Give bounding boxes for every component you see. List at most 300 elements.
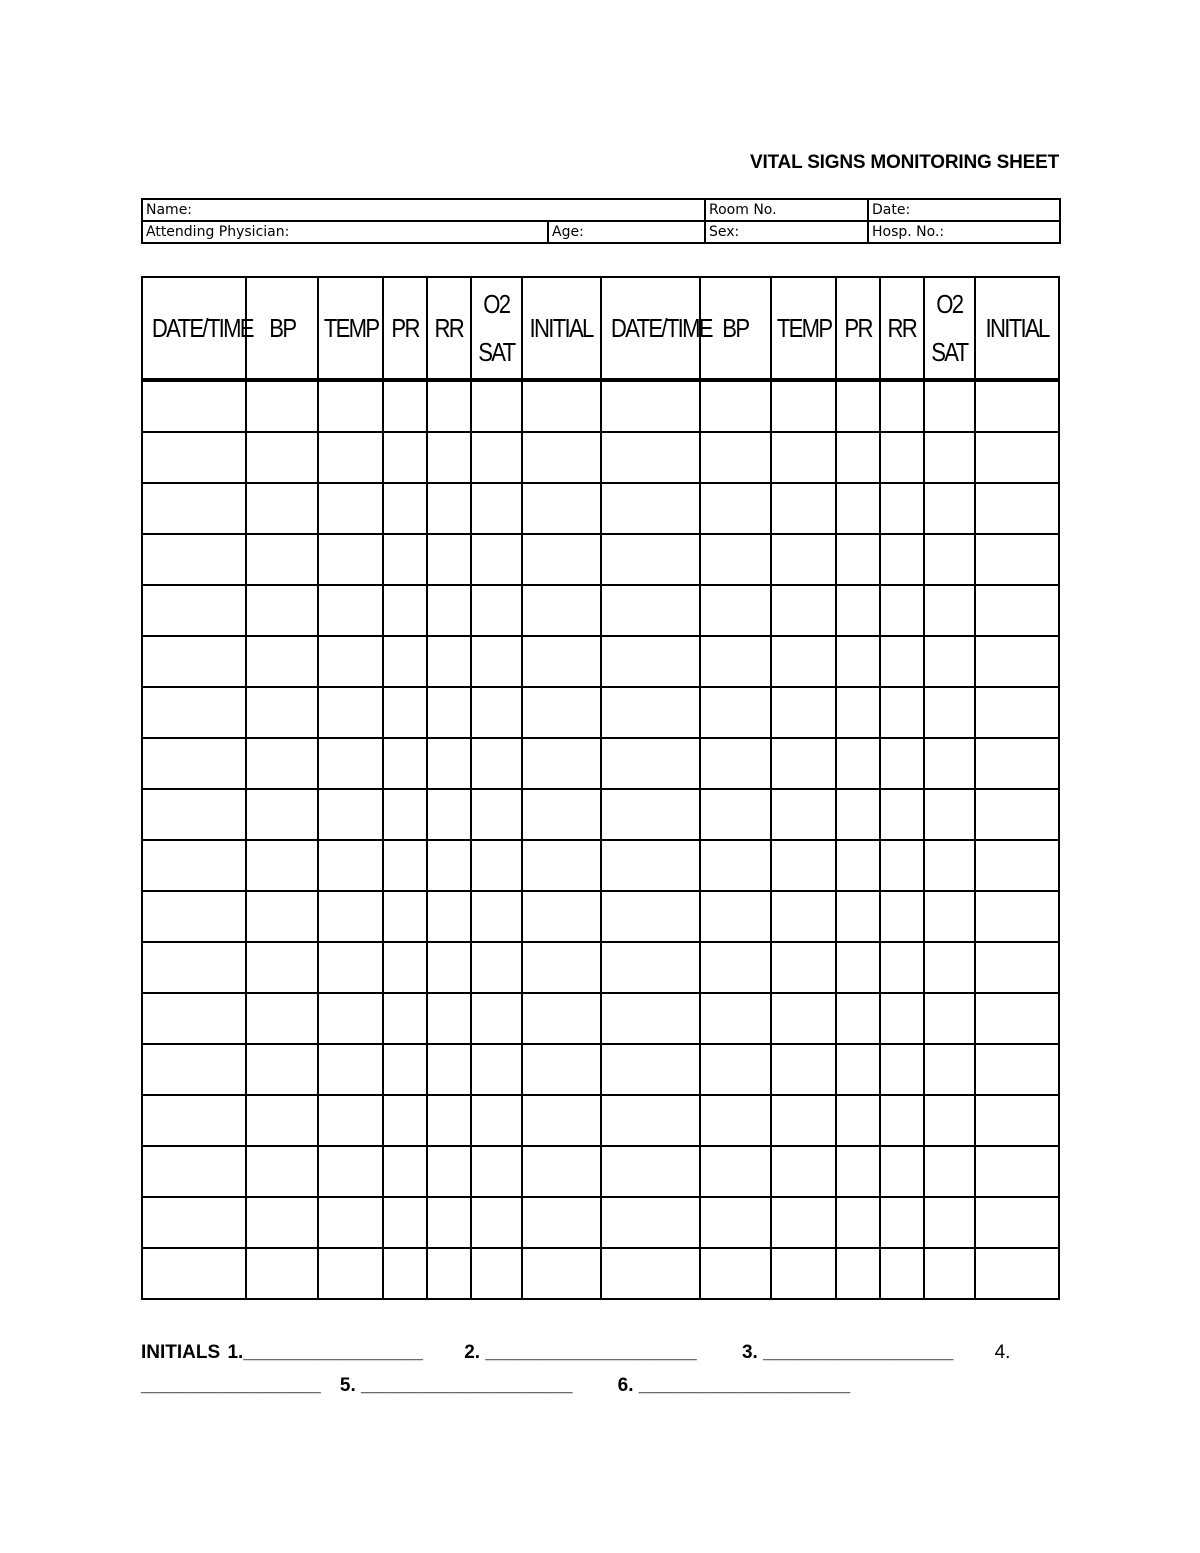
table-cell[interactable] <box>836 942 880 993</box>
table-cell[interactable] <box>246 687 318 738</box>
table-cell[interactable] <box>522 1146 601 1197</box>
table-cell[interactable] <box>383 1095 427 1146</box>
table-cell[interactable] <box>522 738 601 789</box>
table-cell[interactable] <box>318 585 383 636</box>
table-cell[interactable] <box>383 840 427 891</box>
table-cell[interactable] <box>471 1044 522 1095</box>
table-cell[interactable] <box>880 636 924 687</box>
table-cell[interactable] <box>924 738 975 789</box>
table-cell[interactable] <box>771 891 836 942</box>
table-cell[interactable] <box>142 942 246 993</box>
table-cell[interactable] <box>471 738 522 789</box>
table-cell[interactable] <box>471 840 522 891</box>
table-cell[interactable] <box>771 687 836 738</box>
table-cell[interactable] <box>427 636 471 687</box>
table-cell[interactable] <box>700 687 771 738</box>
table-row <box>142 993 1059 1044</box>
table-cell[interactable] <box>836 1248 880 1299</box>
table-cell[interactable] <box>836 585 880 636</box>
table-cell[interactable] <box>318 687 383 738</box>
table-cell[interactable] <box>522 636 601 687</box>
table-cell[interactable] <box>471 789 522 840</box>
table-cell[interactable] <box>427 993 471 1044</box>
table-cell[interactable] <box>318 636 383 687</box>
table-row <box>142 534 1059 585</box>
table-cell[interactable] <box>383 789 427 840</box>
table-cell[interactable] <box>771 1197 836 1248</box>
table-cell[interactable] <box>471 891 522 942</box>
table-cell[interactable] <box>318 1146 383 1197</box>
table-row <box>142 891 1059 942</box>
table-cell[interactable] <box>975 1044 1059 1095</box>
col-header-initial: INITIAL <box>522 277 601 380</box>
table-cell[interactable] <box>318 1095 383 1146</box>
sex-field[interactable]: Sex: <box>705 221 868 243</box>
table-cell[interactable] <box>975 483 1059 534</box>
table-cell[interactable] <box>427 432 471 483</box>
table-row <box>142 380 1059 432</box>
table-row <box>142 789 1059 840</box>
table-cell[interactable] <box>522 1248 601 1299</box>
table-cell[interactable] <box>880 1248 924 1299</box>
table-cell[interactable] <box>471 380 522 432</box>
table-cell[interactable] <box>975 738 1059 789</box>
table-cell[interactable] <box>471 687 522 738</box>
table-cell[interactable] <box>836 738 880 789</box>
table-cell[interactable] <box>880 789 924 840</box>
table-cell[interactable] <box>836 891 880 942</box>
table-cell[interactable] <box>383 1197 427 1248</box>
table-cell[interactable] <box>601 738 700 789</box>
table-cell[interactable] <box>601 891 700 942</box>
table-cell[interactable] <box>836 687 880 738</box>
table-cell[interactable] <box>771 993 836 1044</box>
table-cell[interactable] <box>975 1095 1059 1146</box>
table-cell[interactable] <box>880 687 924 738</box>
table-row <box>142 483 1059 534</box>
initials-line-4-label: 4. <box>994 1342 1011 1363</box>
table-cell[interactable] <box>246 432 318 483</box>
table-cell[interactable] <box>383 585 427 636</box>
table-cell[interactable] <box>142 840 246 891</box>
table-cell[interactable] <box>142 1095 246 1146</box>
table-cell[interactable] <box>771 636 836 687</box>
table-cell[interactable] <box>427 687 471 738</box>
table-cell[interactable] <box>601 1095 700 1146</box>
table-cell[interactable] <box>427 891 471 942</box>
table-cell[interactable] <box>924 1197 975 1248</box>
initials-section <box>141 1336 1041 1402</box>
table-cell[interactable] <box>522 1095 601 1146</box>
table-cell[interactable] <box>318 942 383 993</box>
table-cell[interactable] <box>975 1146 1059 1197</box>
table-cell[interactable] <box>700 483 771 534</box>
table-cell[interactable] <box>471 1095 522 1146</box>
table-cell[interactable] <box>427 840 471 891</box>
table-cell[interactable] <box>471 1197 522 1248</box>
table-cell[interactable] <box>836 1146 880 1197</box>
table-cell[interactable] <box>880 840 924 891</box>
table-cell[interactable] <box>771 483 836 534</box>
table-cell[interactable] <box>383 534 427 585</box>
vital-signs-table <box>141 276 1060 1300</box>
table-cell[interactable] <box>880 1044 924 1095</box>
table-cell[interactable] <box>142 585 246 636</box>
col-header-o2-sat-2: O2 SAT <box>924 277 975 380</box>
col-header-temp-2: TEMP <box>771 277 836 380</box>
table-cell[interactable] <box>771 585 836 636</box>
table-cell[interactable] <box>700 993 771 1044</box>
col-header-bp-2: BP <box>700 277 771 380</box>
table-cell[interactable] <box>522 687 601 738</box>
table-row <box>142 1197 1059 1248</box>
table-cell[interactable] <box>771 738 836 789</box>
table-cell[interactable] <box>522 993 601 1044</box>
table-cell[interactable] <box>975 993 1059 1044</box>
table-row <box>142 636 1059 687</box>
table-cell[interactable] <box>924 432 975 483</box>
table-cell[interactable] <box>924 687 975 738</box>
table-cell[interactable] <box>427 1095 471 1146</box>
table-cell[interactable] <box>975 942 1059 993</box>
table-cell[interactable] <box>771 1095 836 1146</box>
table-cell[interactable] <box>246 636 318 687</box>
col-header-rr: RR <box>427 277 471 380</box>
table-cell[interactable] <box>246 993 318 1044</box>
table-cell[interactable] <box>975 1248 1059 1299</box>
table-cell[interactable] <box>246 1146 318 1197</box>
table-cell[interactable] <box>700 1044 771 1095</box>
table-cell[interactable] <box>924 483 975 534</box>
table-cell[interactable] <box>601 1044 700 1095</box>
table-cell[interactable] <box>700 380 771 432</box>
table-cell[interactable] <box>427 1248 471 1299</box>
table-row <box>142 1095 1059 1146</box>
table-cell[interactable] <box>601 993 700 1044</box>
table-cell[interactable] <box>601 432 700 483</box>
table-cell[interactable] <box>246 789 318 840</box>
table-cell[interactable] <box>246 1248 318 1299</box>
table-cell[interactable] <box>700 432 771 483</box>
table-cell[interactable] <box>427 789 471 840</box>
table-cell[interactable] <box>924 380 975 432</box>
table-cell[interactable] <box>318 993 383 1044</box>
initials-line-2[interactable]: 2. ____________________ <box>464 1342 697 1363</box>
table-cell[interactable] <box>142 534 246 585</box>
table-cell[interactable] <box>601 942 700 993</box>
table-cell[interactable] <box>383 636 427 687</box>
table-cell[interactable] <box>601 380 700 432</box>
table-cell[interactable] <box>880 380 924 432</box>
table-cell[interactable] <box>601 585 700 636</box>
table-cell[interactable] <box>522 534 601 585</box>
table-cell[interactable] <box>700 1197 771 1248</box>
table-cell[interactable] <box>522 840 601 891</box>
table-cell[interactable] <box>246 380 318 432</box>
table-cell[interactable] <box>383 1248 427 1299</box>
table-cell[interactable] <box>771 1248 836 1299</box>
table-cell[interactable] <box>246 1197 318 1248</box>
table-cell[interactable] <box>975 380 1059 432</box>
table-cell[interactable] <box>975 636 1059 687</box>
col-header-bp: BP <box>246 277 318 380</box>
table-cell[interactable] <box>880 534 924 585</box>
table-cell[interactable] <box>700 1248 771 1299</box>
table-cell[interactable] <box>383 993 427 1044</box>
table-cell[interactable] <box>383 432 427 483</box>
table-cell[interactable] <box>246 1044 318 1095</box>
table-cell[interactable] <box>880 432 924 483</box>
table-cell[interactable] <box>601 1146 700 1197</box>
table-cell[interactable] <box>880 891 924 942</box>
table-cell[interactable] <box>318 840 383 891</box>
table-cell[interactable] <box>383 380 427 432</box>
table-cell[interactable] <box>924 636 975 687</box>
table-cell[interactable] <box>700 585 771 636</box>
initials-line-5[interactable]: 5. ____________________ <box>339 1375 573 1396</box>
table-cell[interactable] <box>142 687 246 738</box>
table-row <box>142 1044 1059 1095</box>
table-cell[interactable] <box>880 993 924 1044</box>
table-cell[interactable] <box>246 840 318 891</box>
table-cell[interactable] <box>880 585 924 636</box>
table-cell[interactable] <box>522 891 601 942</box>
table-cell[interactable] <box>836 1197 880 1248</box>
table-cell[interactable] <box>601 687 700 738</box>
table-cell[interactable] <box>880 738 924 789</box>
table-cell[interactable] <box>836 1095 880 1146</box>
table-cell[interactable] <box>427 1197 471 1248</box>
table-cell[interactable] <box>318 891 383 942</box>
table-cell[interactable] <box>700 1146 771 1197</box>
table-cell[interactable] <box>471 636 522 687</box>
table-cell[interactable] <box>522 942 601 993</box>
table-cell[interactable] <box>700 840 771 891</box>
table-cell[interactable] <box>601 789 700 840</box>
table-row <box>142 840 1059 891</box>
col-header-date-time: DATE/TIME <box>142 277 246 380</box>
table-cell[interactable] <box>142 1248 246 1299</box>
table-cell[interactable] <box>700 1095 771 1146</box>
table-cell[interactable] <box>471 1146 522 1197</box>
table-cell[interactable] <box>471 534 522 585</box>
col-header-pr-2: PR <box>836 277 880 380</box>
table-cell[interactable] <box>924 1044 975 1095</box>
date-field[interactable]: Date: <box>868 199 1060 221</box>
table-cell[interactable] <box>601 534 700 585</box>
table-cell[interactable] <box>427 1044 471 1095</box>
table-cell[interactable] <box>246 585 318 636</box>
table-cell[interactable] <box>975 789 1059 840</box>
table-cell[interactable] <box>383 942 427 993</box>
table-cell[interactable] <box>601 1248 700 1299</box>
table-cell[interactable] <box>975 840 1059 891</box>
table-cell[interactable] <box>836 483 880 534</box>
table-cell[interactable] <box>924 891 975 942</box>
table-cell[interactable] <box>924 585 975 636</box>
table-cell[interactable] <box>522 380 601 432</box>
age-field[interactable]: Age: <box>548 221 705 243</box>
table-cell[interactable] <box>975 534 1059 585</box>
table-cell[interactable] <box>880 483 924 534</box>
table-cell[interactable] <box>471 483 522 534</box>
table-cell[interactable] <box>771 789 836 840</box>
table-cell[interactable] <box>246 891 318 942</box>
table-cell[interactable] <box>771 840 836 891</box>
col-header-o2-sat: O2 SAT <box>471 277 522 380</box>
table-cell[interactable] <box>246 738 318 789</box>
table-cell[interactable] <box>880 1095 924 1146</box>
page-title: VITAL SIGNS MONITORING SHEET <box>750 152 1059 173</box>
table-cell[interactable] <box>836 1044 880 1095</box>
table-cell[interactable] <box>383 891 427 942</box>
table-row <box>142 738 1059 789</box>
initials-line-4[interactable]: _________________ <box>141 1375 321 1396</box>
table-row <box>142 942 1059 993</box>
table-cell[interactable] <box>836 636 880 687</box>
table-cell[interactable] <box>383 483 427 534</box>
table-cell[interactable] <box>142 1146 246 1197</box>
table-cell[interactable] <box>383 1044 427 1095</box>
table-cell[interactable] <box>142 993 246 1044</box>
name-field[interactable]: Name: <box>142 199 705 221</box>
col-header-pr: PR <box>383 277 427 380</box>
table-cell[interactable] <box>924 1095 975 1146</box>
table-cell[interactable] <box>142 483 246 534</box>
table-cell[interactable] <box>522 483 601 534</box>
table-cell[interactable] <box>142 1197 246 1248</box>
table-cell[interactable] <box>427 1146 471 1197</box>
col-header-rr-2: RR <box>880 277 924 380</box>
table-cell[interactable] <box>246 942 318 993</box>
table-cell[interactable] <box>522 585 601 636</box>
table-cell[interactable] <box>246 1095 318 1146</box>
table-row <box>142 585 1059 636</box>
table-cell[interactable] <box>836 534 880 585</box>
table-cell[interactable] <box>836 993 880 1044</box>
table-cell[interactable] <box>975 687 1059 738</box>
table-cell[interactable] <box>924 789 975 840</box>
table-cell[interactable] <box>771 1146 836 1197</box>
table-row <box>142 432 1059 483</box>
table-cell[interactable] <box>601 483 700 534</box>
table-cell[interactable] <box>142 432 246 483</box>
table-cell[interactable] <box>975 891 1059 942</box>
table-cell[interactable] <box>427 942 471 993</box>
table-cell[interactable] <box>318 789 383 840</box>
table-cell[interactable] <box>771 942 836 993</box>
table-cell[interactable] <box>975 585 1059 636</box>
initials-line-1[interactable]: 1._________________ <box>227 1342 423 1363</box>
table-cell[interactable] <box>142 380 246 432</box>
table-cell[interactable] <box>522 432 601 483</box>
attending-physician-field[interactable]: Attending Physician: <box>142 221 548 243</box>
table-cell[interactable] <box>522 789 601 840</box>
table-cell[interactable] <box>522 1044 601 1095</box>
table-cell[interactable] <box>700 789 771 840</box>
table-cell[interactable] <box>142 636 246 687</box>
col-header-initial-2: INITIAL <box>975 277 1059 380</box>
table-cell[interactable] <box>471 432 522 483</box>
table-cell[interactable] <box>318 1044 383 1095</box>
table-cell[interactable] <box>836 840 880 891</box>
table-cell[interactable] <box>383 687 427 738</box>
table-cell[interactable] <box>246 534 318 585</box>
table-cell[interactable] <box>924 1248 975 1299</box>
hosp-no-field[interactable]: Hosp. No.: <box>868 221 1060 243</box>
table-cell[interactable] <box>142 891 246 942</box>
table-cell[interactable] <box>924 993 975 1044</box>
table-cell[interactable] <box>318 380 383 432</box>
table-cell[interactable] <box>880 1197 924 1248</box>
table-cell[interactable] <box>427 585 471 636</box>
table-row <box>142 1146 1059 1197</box>
table-cell[interactable] <box>142 738 246 789</box>
table-cell[interactable] <box>318 1248 383 1299</box>
table-cell[interactable] <box>880 942 924 993</box>
table-cell[interactable] <box>836 432 880 483</box>
table-cell[interactable] <box>142 789 246 840</box>
table-cell[interactable] <box>471 585 522 636</box>
table-cell[interactable] <box>700 738 771 789</box>
table-cell[interactable] <box>383 738 427 789</box>
table-cell[interactable] <box>318 432 383 483</box>
table-cell[interactable] <box>427 380 471 432</box>
table-cell[interactable] <box>771 380 836 432</box>
table-cell[interactable] <box>246 483 318 534</box>
table-cell[interactable] <box>880 1146 924 1197</box>
table-row <box>142 687 1059 738</box>
table-cell[interactable] <box>471 942 522 993</box>
table-cell[interactable] <box>771 1044 836 1095</box>
table-cell[interactable] <box>318 738 383 789</box>
table-cell[interactable] <box>383 1146 427 1197</box>
table-cell[interactable] <box>471 993 522 1044</box>
table-cell[interactable] <box>427 738 471 789</box>
table-cell[interactable] <box>836 380 880 432</box>
table-cell[interactable] <box>975 1197 1059 1248</box>
initials-line-6[interactable]: 6. ____________________ <box>617 1375 851 1396</box>
table-cell[interactable] <box>700 891 771 942</box>
table-cell[interactable] <box>924 942 975 993</box>
table-cell[interactable] <box>924 1146 975 1197</box>
table-cell[interactable] <box>924 840 975 891</box>
table-cell[interactable] <box>975 432 1059 483</box>
initials-label: INITIALS <box>141 1342 221 1363</box>
table-cell[interactable] <box>771 534 836 585</box>
table-cell[interactable] <box>924 534 975 585</box>
table-cell[interactable] <box>700 942 771 993</box>
initials-line-3[interactable]: 3. __________________ <box>741 1342 954 1363</box>
table-cell[interactable] <box>318 483 383 534</box>
table-cell[interactable] <box>318 1197 383 1248</box>
table-cell[interactable] <box>601 840 700 891</box>
table-cell[interactable] <box>522 1197 601 1248</box>
table-cell[interactable] <box>700 636 771 687</box>
table-row <box>142 1248 1059 1299</box>
room-no-field[interactable]: Room No. <box>705 199 868 221</box>
table-cell[interactable] <box>427 483 471 534</box>
table-cell[interactable] <box>836 789 880 840</box>
table-cell[interactable] <box>471 1248 522 1299</box>
table-cell[interactable] <box>142 1044 246 1095</box>
table-cell[interactable] <box>601 636 700 687</box>
table-cell[interactable] <box>427 534 471 585</box>
table-cell[interactable] <box>318 534 383 585</box>
table-cell[interactable] <box>771 432 836 483</box>
table-cell[interactable] <box>700 534 771 585</box>
table-cell[interactable] <box>601 1197 700 1248</box>
